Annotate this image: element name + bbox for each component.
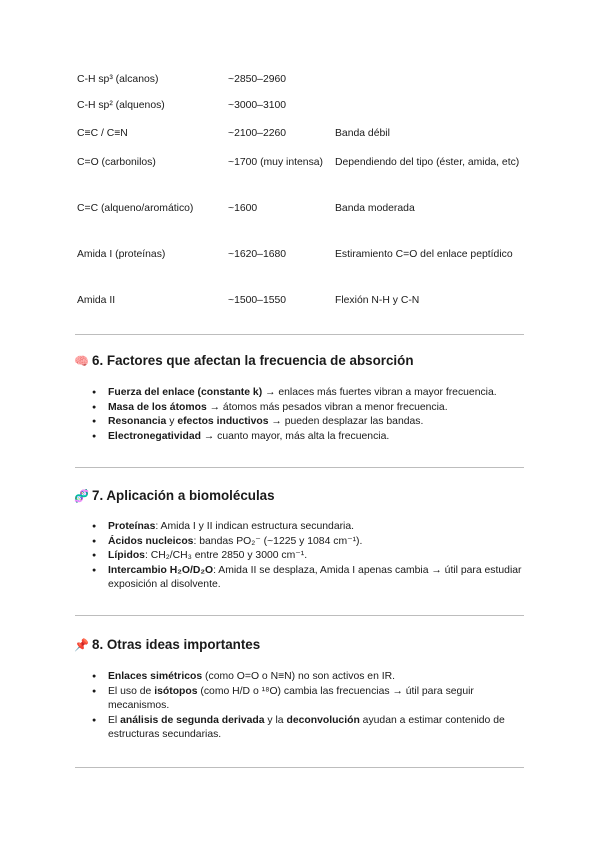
- table-cell-group: Amida I (proteínas): [77, 249, 166, 260]
- bold-term: Masa de los átomos: [108, 401, 207, 413]
- item-text: → átomos más pesados vibran a menor frecuencia.: [206, 401, 448, 413]
- item-text: (como H/D o ¹⁸O) cambia las frecuencias → útil para seguir mecanismos.: [108, 685, 474, 712]
- ir-bands-table: [77, 72, 527, 313]
- table-cell-note: Dependiendo del tipo (éster, amida, etc): [335, 157, 520, 168]
- table-row: [77, 72, 527, 98]
- brain-icon: 🧠: [74, 353, 89, 368]
- list-item: [92, 520, 522, 535]
- biomolecules-list: [92, 520, 522, 593]
- table-cell-group: C=O (carbonilos): [77, 157, 156, 168]
- item-text: (como O=O o N≡N) no son activos en IR.: [202, 671, 396, 682]
- item-text: → enlaces más fuertes vibran a mayor frecuencia.: [262, 387, 497, 398]
- bold-term: Enlaces simétricos: [108, 671, 203, 682]
- table-row: [77, 247, 527, 293]
- item-text: El: [108, 714, 121, 726]
- divider: [75, 767, 524, 768]
- table-cell-note: Flexión N-H y C-N: [335, 295, 420, 306]
- table-cell-note: Estiramiento C=O del enlace peptídico: [335, 249, 513, 260]
- bold-term: Electronegatividad: [108, 430, 201, 442]
- bold-term: efectos inductivos: [177, 416, 269, 428]
- item-text: → pueden desplazar las bandas.: [268, 416, 424, 428]
- item-text: : CH₂/CH₃ entre 2850 y 3000 cm⁻¹.: [144, 550, 308, 562]
- table-cell-group: C-H sp³ (alcanos): [77, 74, 159, 85]
- table-cell-range: ~1600: [228, 203, 258, 214]
- table-cell-note: [335, 72, 527, 98]
- list-item: [92, 549, 522, 564]
- section-heading-6: [74, 353, 414, 368]
- bold-term: Proteínas: [108, 521, 156, 532]
- bold-term: Ácidos nucleicos: [108, 535, 194, 547]
- table-cell-group: Amida II: [77, 295, 116, 306]
- bold-term: Fuerza del enlace (constante k): [108, 387, 263, 398]
- table-row: [77, 98, 527, 126]
- table-cell-group: C=C (alqueno/aromático): [77, 203, 194, 214]
- factors-list: [92, 386, 522, 444]
- table-cell-group: C-H sp² (alquenos): [77, 100, 165, 111]
- list-item: [92, 430, 522, 445]
- table-cell-range: ~1700 (muy intensa): [228, 157, 324, 168]
- item-text: : bandas PO₂⁻ (~1225 y 1084 cm⁻¹).: [193, 535, 363, 547]
- table-cell-range: ~2850–2960: [228, 74, 287, 85]
- item-text: : Amida II se desplaza, Amida I apenas cambia → útil para estudiar exposición al disolvente.: [108, 564, 522, 591]
- table-row: [77, 155, 527, 201]
- list-item: [92, 685, 522, 714]
- item-text: → cuanto mayor, más alta la frecuencia.: [200, 430, 390, 442]
- dna-icon: 🧬: [74, 488, 89, 503]
- section-heading-7: [74, 488, 275, 503]
- list-item: [92, 386, 522, 401]
- table-cell-note: [335, 98, 527, 126]
- table-row: [77, 293, 527, 313]
- table-cell-range: ~3000–3100: [228, 100, 287, 111]
- section-title: 8. Otras ideas importantes: [92, 637, 261, 652]
- table-row: [77, 201, 527, 247]
- bold-term: isótopos: [154, 685, 198, 697]
- item-text: ayudan a estimar contenido de estructuras secundarias.: [108, 714, 505, 741]
- table-cell-range: ~1620–1680: [228, 249, 287, 260]
- section-title: 7. Aplicación a biomoléculas: [92, 488, 275, 503]
- other-ideas-list: [92, 670, 522, 743]
- bold-term: Resonancia: [108, 416, 167, 428]
- table-cell-group: C≡C / C≡N: [77, 128, 128, 139]
- list-item: [92, 670, 522, 685]
- divider: [75, 615, 524, 616]
- item-text: : Amida I y II indican estructura secundaria.: [155, 521, 355, 532]
- bold-term: Intercambio H₂O/D₂O: [108, 564, 214, 576]
- bold-term: Lípidos: [108, 550, 145, 562]
- table-cell-range: ~2100–2260: [228, 128, 287, 139]
- section-heading-8: [74, 637, 260, 652]
- section-title: 6. Factores que afectan la frecuencia de absorción: [92, 353, 414, 368]
- list-item: [92, 535, 522, 550]
- pushpin-icon: 📌: [74, 637, 89, 652]
- table-cell-note: Banda moderada: [335, 203, 415, 214]
- list-item: [92, 714, 522, 743]
- item-text: El uso de: [108, 685, 155, 697]
- table-row: [77, 126, 527, 155]
- list-item: [92, 415, 522, 430]
- table-cell-range: ~1500–1550: [228, 295, 287, 306]
- bold-term: deconvolución: [286, 714, 360, 726]
- bold-term: análisis de segunda derivada: [120, 714, 265, 726]
- table-cell-note: Banda débil: [335, 128, 390, 139]
- list-item: [92, 401, 522, 416]
- divider: [75, 334, 524, 335]
- divider: [75, 467, 524, 468]
- item-text: y la: [264, 714, 287, 726]
- item-text: y: [166, 416, 178, 428]
- list-item: [92, 564, 522, 593]
